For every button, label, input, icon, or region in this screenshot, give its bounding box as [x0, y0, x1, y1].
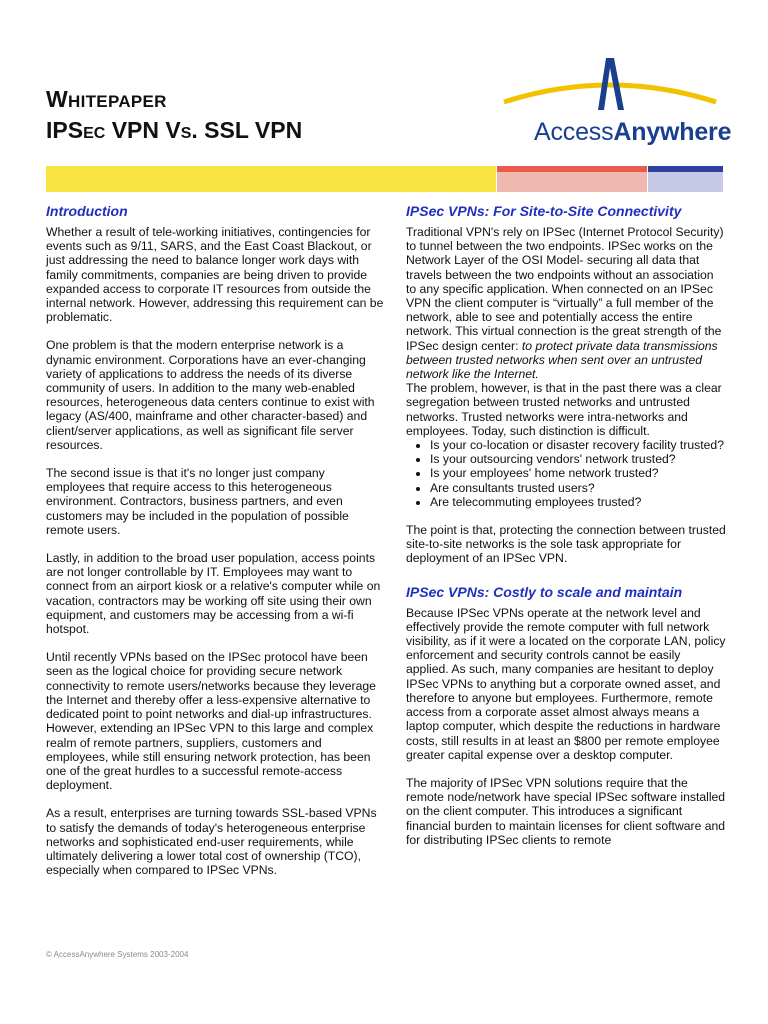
list-item: • Is your outsourcing vendors' network trusted? — [430, 452, 726, 466]
paragraph: Traditional VPN's rely on IPSec (Internet Protocol Security) to tunnel between the two endpoints. IPSec works on the Network Layer of the OSI Model- securing all data that travels between the two endpoints without an association to any specific application. When connected on an IPSec VPN the client computer is “virtually” a full member of the network, able to see and potentially access the entire network. This virtual connection is the great strength of the IPSec design center: to protect private data transmissions between trusted networks when sent over an untrusted network like the Internet. — [406, 225, 724, 382]
title-whitepaper: WHITEPAPER — [46, 86, 167, 112]
bar-pink — [497, 172, 647, 192]
right-column — [406, 203, 726, 861]
left-column — [46, 203, 386, 891]
copyright-footer: © AccessAnywhere Systems 2003-2004 — [46, 950, 189, 959]
list-item: • Are consultants trusted users? — [430, 481, 726, 495]
logo-wordmark: AccessAnywhere — [534, 118, 732, 146]
paragraph: The point is that, protecting the connection between trusted site-to-site networks is the sole task appropriate for deployment of an IPSec VPN. — [406, 523, 726, 566]
document-title — [46, 86, 302, 149]
bar-lavender — [648, 172, 723, 192]
heading-costly-to-scale: IPSec VPNs: Costly to scale and maintain — [406, 583, 683, 600]
trust-question-list — [406, 438, 726, 509]
paragraph: The problem, however, is that in the past there was a clear segregation between trusted networks and untrusted networks. Trusted networks were intra-networks and employees. Today, such distinction is difficult. — [406, 381, 722, 438]
paragraph: The second issue is that it's no longer just company employees that require access to this heterogeneous environment. Contractors, business partners, and even customers may be included in the population of possible remote users. — [46, 466, 349, 537]
header-color-bars — [0, 166, 768, 194]
list-item: • Are telecommuting employees trusted? — [430, 495, 726, 509]
paragraph: One problem is that the modern enterprise network is a dynamic environment. Corporations have an ever-changing variety of applications to address the needs of its diverse community of users. In addition to the many web-enabled resources, heterogeneous data centers continue to exist with legacy (AS/400, mainframe and other character-based) and client/server applications, as well as significant file server resources. — [46, 338, 375, 452]
paragraph: Until recently VPNs based on the IPSec protocol have been seen as the logical choice for providing secure network connectivity to remote users/networks because they leverage the Internet and thereby offer a less-expensive alternative to dedicated point to point networks and dial-up infrastructures. However, extending an IPSec VPN to this large and complex realm of remote partners, suppliers, customers and employees, while still ensuring network protection, has been one of the great hurdles to a successful remote-access deployment. — [46, 650, 376, 793]
heading-site-to-site: IPSec VPNs: For Site-to-Site Connectivity — [406, 203, 682, 219]
bar-yellow-wide — [46, 172, 496, 192]
logo-arc-icon — [504, 85, 716, 102]
title-main: IPSEC VPN VS. SSL VPN — [46, 117, 303, 143]
paragraph: The majority of IPSec VPN solutions require that the remote node/network have special IPSec software installed on the client computer. This introduces a significant financial burden to maintain licenses for client software and for distributing IPSec clients to remote — [406, 775, 726, 847]
logo-mark-icon — [500, 52, 720, 122]
paragraph: Because IPSec VPNs operate at the network level and effectively provide the remote computer with full network visibility, as if it were a located on the corporate LAN, policy enforcement and security controls cannot be easily applied. As such, many companies are hesitant to deploy IPSec VPNs to anything but a corporate owned asset, and therefore to anyone but employees. Furthermore, remote access from a corporate asset almost always means a laptop computer, which despite the reductions in hardware costs, still results in at least an $800 per remote employee greater capital expense over a desktop computer. — [406, 605, 726, 762]
accessanywhere-logo — [500, 52, 732, 152]
paragraph: Lastly, in addition to the broad user population, access points are not longer controllable by IT. Employees may want to connect from an airport kiosk or a relative's computer while on vacation, contractors may be working off site using their own equipment, and customers may be accessing from a wi-fi hotspot. — [46, 551, 381, 637]
paragraph: Whether a result of tele-working initiatives, contingencies for events such as 9/11, SARS, and the East Coast Blackout, or just addressing the need to balance longer work days with family commitments, companies are being driven to provide expanded access to corporate IT resources from outside the internal network. However, addressing this requirement can be problematic. — [46, 225, 384, 325]
list-item: • Is your co-location or disaster recovery facility trusted? — [430, 438, 726, 452]
list-item: • Is your employees' home network trusted? — [430, 466, 726, 480]
paragraph: As a result, enterprises are turning towards SSL-based VPNs to satisfy the demands of today's heterogeneous enterprise networks and sophisticated end-user requirements, while ultimately delivering a lower total cost of ownership (TCO), especially when compared to IPSec VPNs. — [46, 806, 377, 878]
heading-introduction: Introduction — [46, 203, 128, 219]
